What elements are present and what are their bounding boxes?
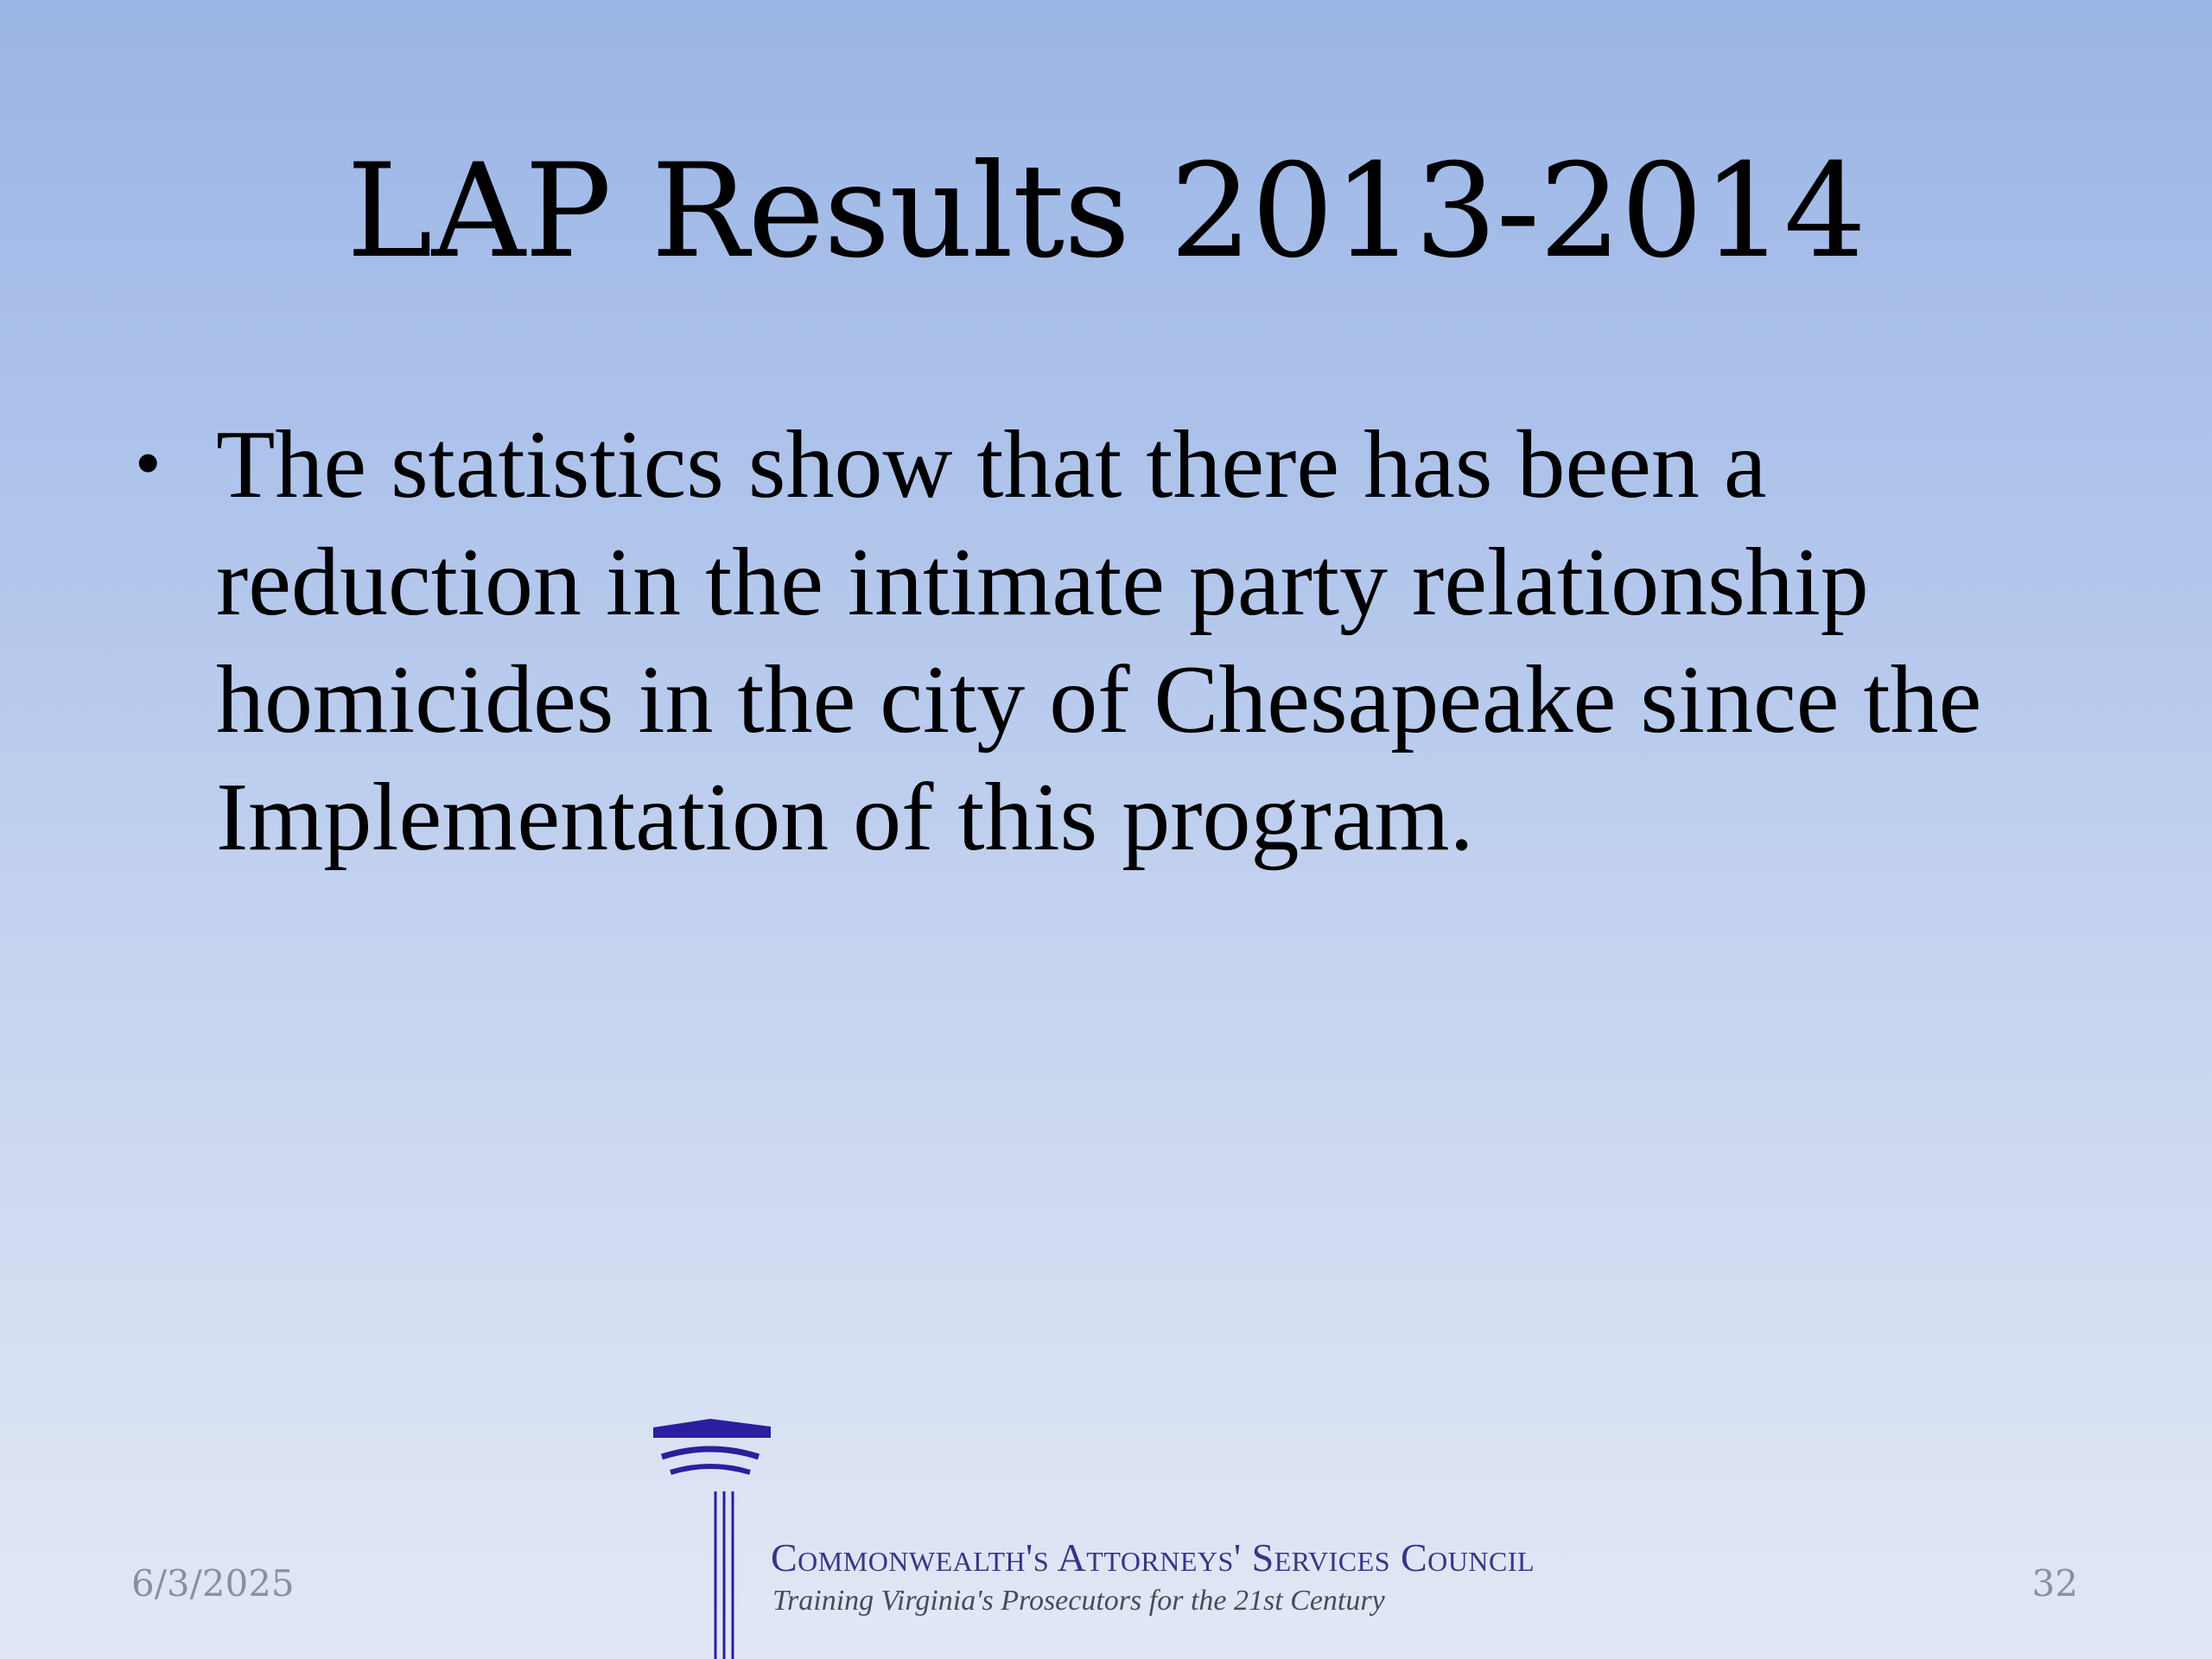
footer-date: 6/3/2025 — [131, 1562, 295, 1605]
slide-number: 32 — [2031, 1562, 2078, 1605]
pillar-logo-icon — [650, 1415, 771, 1659]
slide-title: LAP Results 2013-2014 — [346, 137, 1866, 287]
slide-body — [130, 406, 2031, 876]
bullet-marker-icon: • — [130, 429, 167, 501]
bullet-text: The statistics show that there has been a reduction in the intimate party relationship homicides in the city of Chesapeake since the Implementation of this program. — [216, 411, 1982, 871]
logo-tagline: Training Virginia's Prosecutors for the 21st Century — [772, 1585, 1385, 1617]
bullet-item — [130, 406, 2031, 876]
logo-organization-name: Commonwealth's Attorneys' Services Council — [771, 1535, 1535, 1580]
casc-logo — [650, 1415, 1600, 1659]
